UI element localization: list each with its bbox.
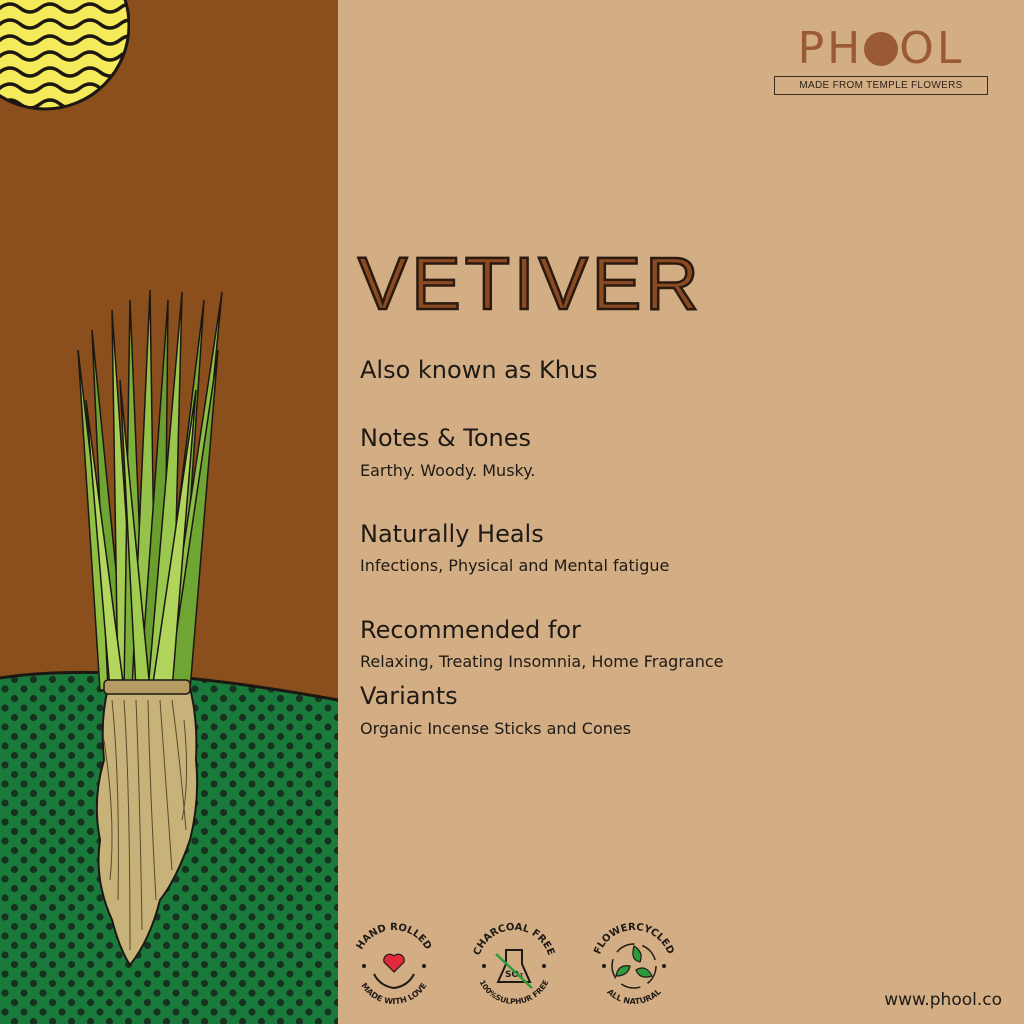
recycle-leaves-icon (612, 944, 656, 988)
section-text-variants: Organic Incense Sticks and Cones (360, 719, 632, 738)
brand-wordmark (774, 24, 988, 74)
section-text-heals: Infections, Physical and Mental fatigue (360, 556, 670, 575)
section-text-notes: Earthy. Woody. Musky. (360, 461, 536, 480)
section-heading-recommended: Recommended for (360, 616, 581, 644)
badge-flowercycled-bottom: ALL NATURAL (605, 987, 663, 1007)
svg-text:ALL NATURAL (605, 987, 662, 1006)
badge-hand-rolled-top: HAND ROLLED (354, 921, 434, 952)
badge-hand-rolled-bottom: MADE WITH LOVE (359, 981, 429, 1007)
section-text-recommended: Relaxing, Treating Insomnia, Home Fragrance (360, 652, 724, 671)
vetiver-plant-illustration (0, 0, 338, 1024)
heart-icon (384, 954, 405, 972)
charcoal-free-badge (462, 914, 566, 1018)
hands-icon (374, 974, 414, 988)
section-heading-notes: Notes & Tones (360, 424, 532, 452)
brand-name-start: PH (797, 23, 864, 74)
product-title: VETIVER (358, 242, 703, 325)
hand-rolled-badge (342, 914, 446, 1018)
badge-charcoal-center: SO₂ (504, 970, 524, 980)
content-panel (338, 0, 1024, 1024)
svg-text:MADE WITH LOVE (359, 981, 428, 1006)
logo-o-letter: O (899, 23, 937, 74)
brand-logo (774, 24, 988, 95)
sun-illustration (0, 0, 130, 136)
logo-filled-o-icon (864, 32, 898, 66)
badge-charcoal-bottom: 100%SULPHUR FREE (477, 978, 551, 1007)
brand-name-end: L (936, 23, 965, 74)
section-heading-variants: Variants (360, 682, 458, 710)
website-url: www.phool.co (884, 990, 1002, 1010)
illustration-panel (0, 0, 338, 1024)
badge-charcoal-top: CHARCOAL FREE (471, 921, 557, 958)
svg-text:CHARCOAL FREE (472, 922, 556, 957)
badge-flowercycled-top: FLOWERCYCLED (592, 921, 676, 956)
brand-tagline: MADE FROM TEMPLE FLOWERS (774, 76, 988, 95)
svg-text:HAND ROLLED (355, 922, 434, 952)
aka-text: Also known as Khus (360, 356, 598, 384)
section-heading-heals: Naturally Heals (360, 520, 544, 548)
flowercycled-badge (582, 914, 686, 1018)
